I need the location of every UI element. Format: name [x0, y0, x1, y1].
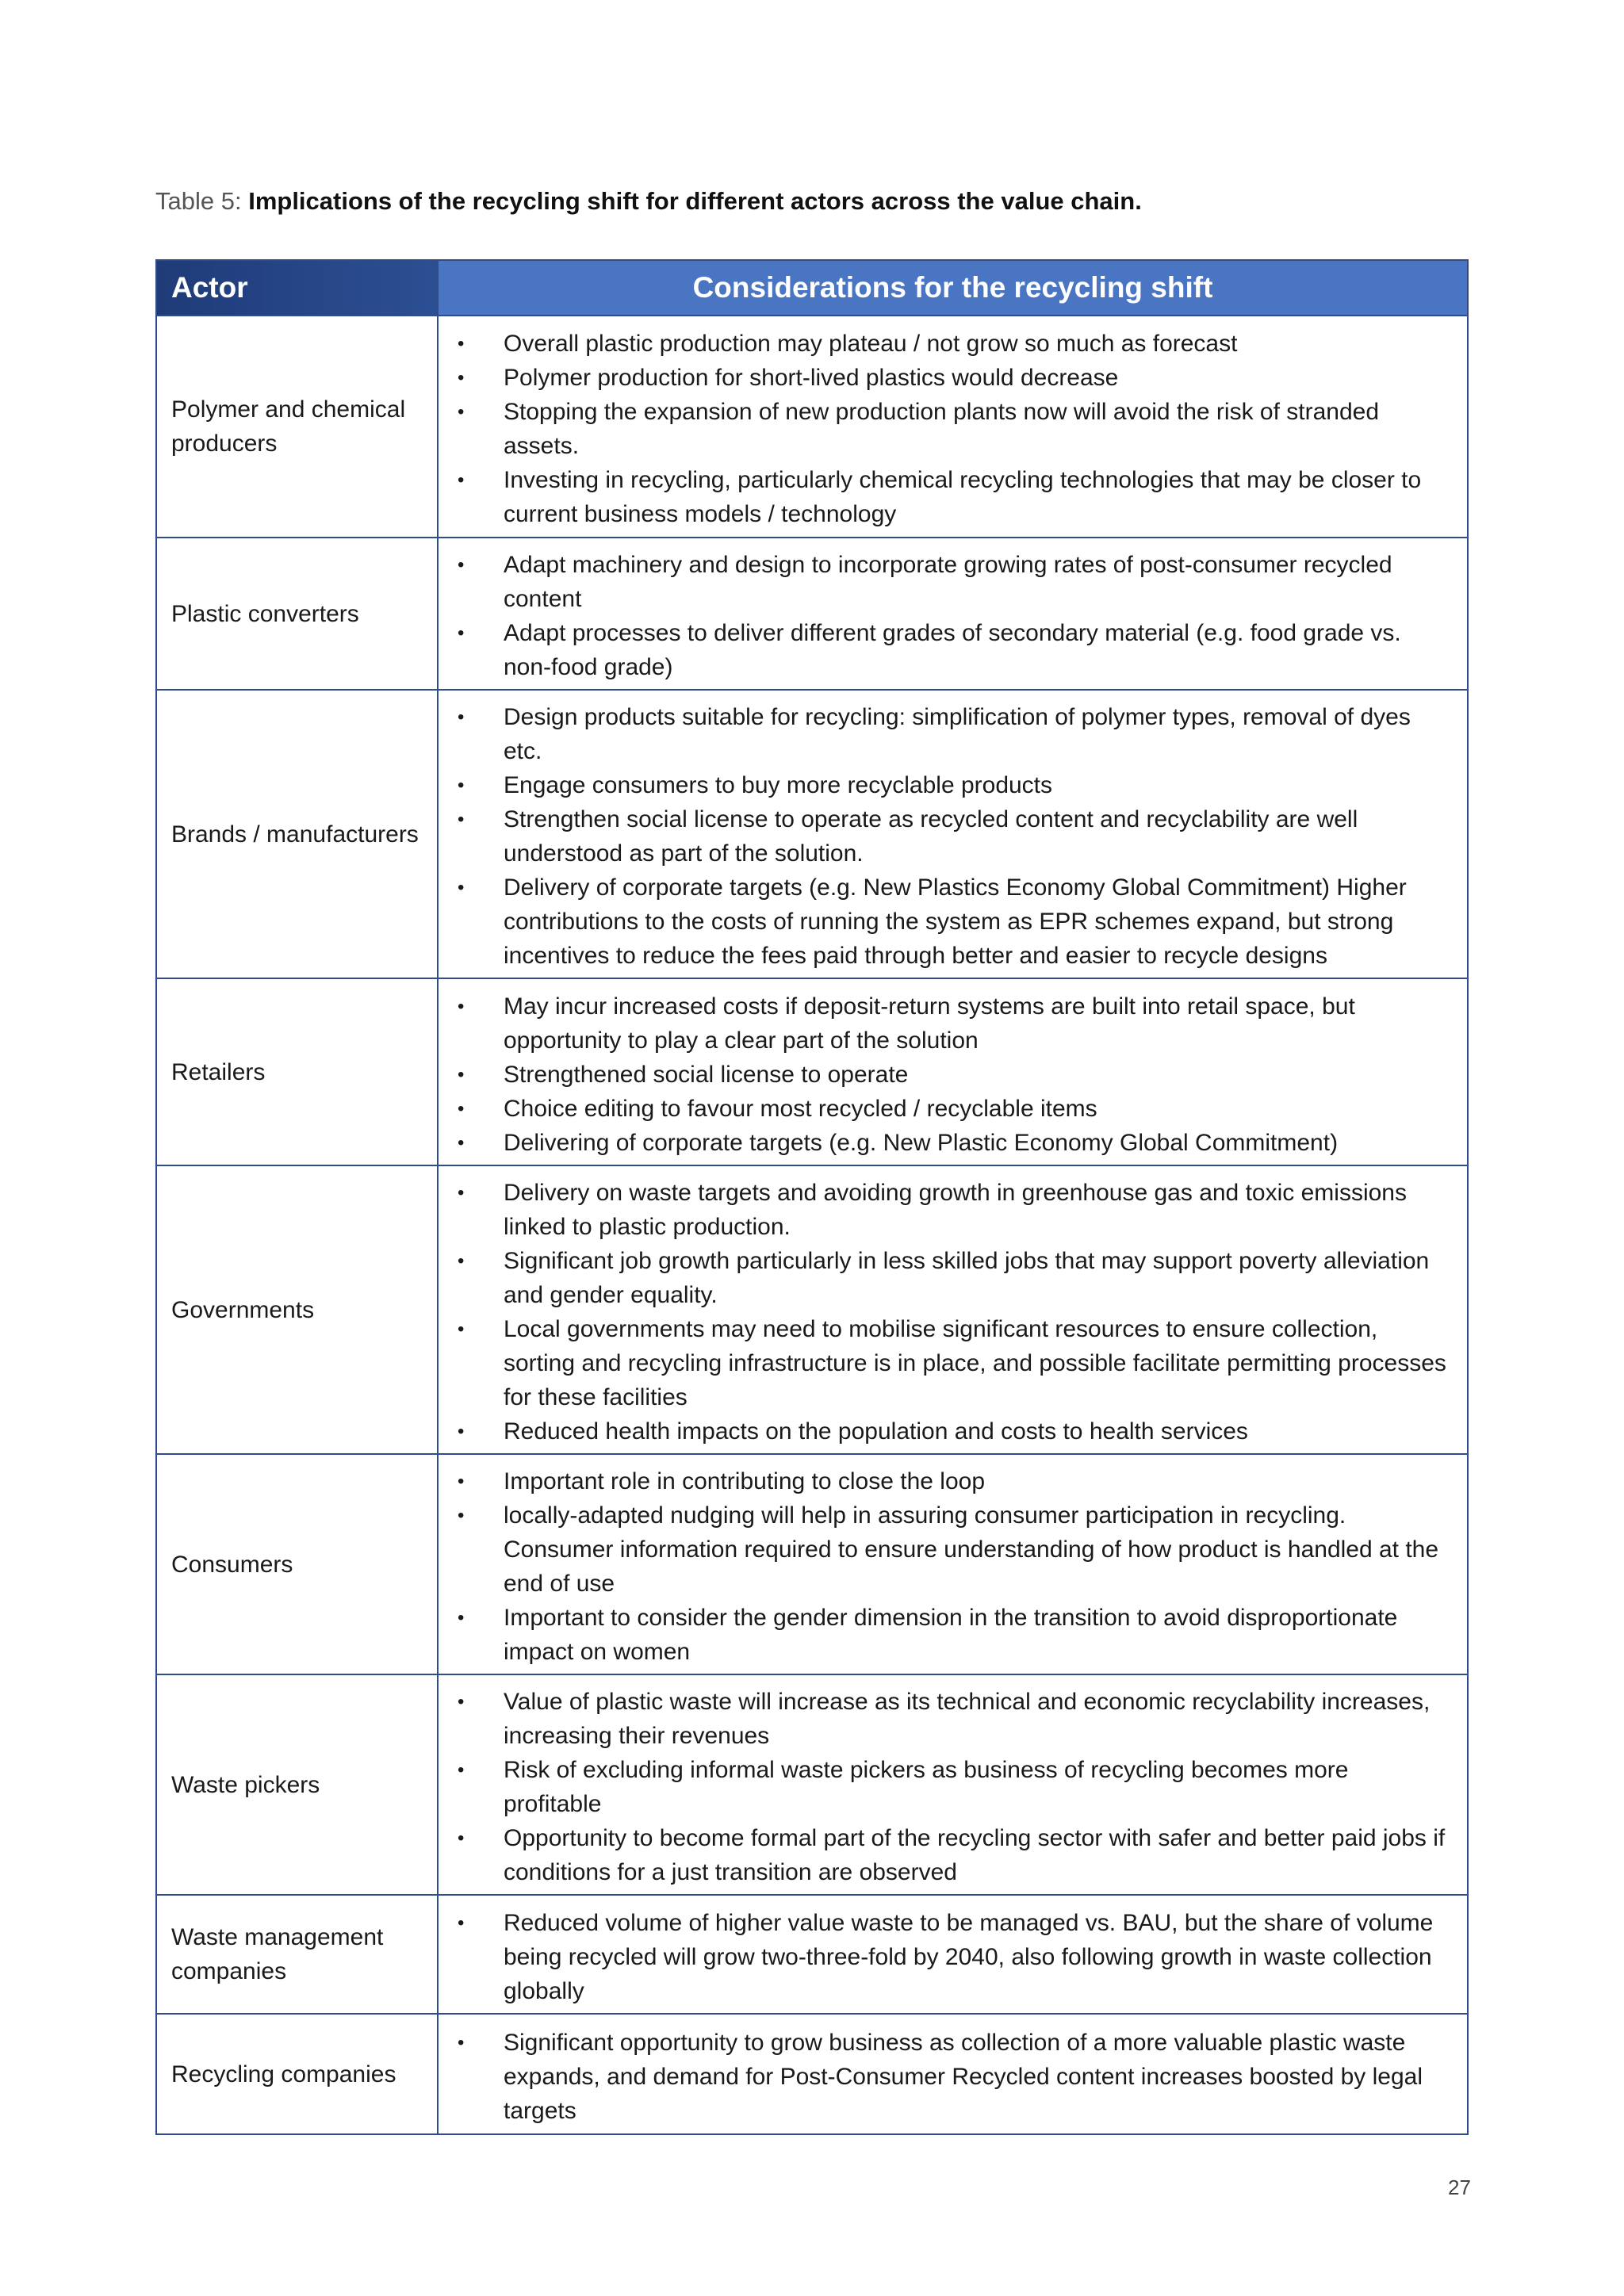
list-item-text: Stopping the expansion of new production plants now will avoid the risk of stranded assets.: [504, 399, 1380, 459]
list-item-text: Important to consider the gender dimension in the transition to avoid disproportionate impact on women: [504, 1605, 1398, 1665]
list-item: [448, 327, 1453, 361]
bullet-icon: •: [458, 622, 465, 644]
table-row: [156, 978, 1468, 1165]
bullet-icon: •: [458, 1318, 465, 1340]
list-item-text: Local governments may need to mobilise significant resources to ensure collection, sorting and recycling infrastructure is in place, and possible facilitate permitting processes for these facilities: [504, 1316, 1446, 1410]
considerations-column-header: Considerations for the recycling shift: [438, 260, 1468, 316]
considerations-list: [448, 700, 1453, 973]
list-item: [448, 802, 1453, 871]
bullet-icon: •: [458, 401, 465, 423]
list-item-text: Investing in recycling, particularly chemical recycling technologies that may be closer to current business models / technology: [504, 467, 1422, 527]
considerations-cell: [438, 538, 1468, 690]
list-item: [448, 871, 1453, 973]
considerations-cell: [438, 978, 1468, 1165]
table-row: [156, 316, 1468, 538]
list-item: [448, 361, 1453, 395]
bullet-icon: •: [458, 1182, 465, 1203]
list-item: [448, 700, 1453, 768]
list-item: [448, 1414, 1453, 1448]
list-item: [448, 1244, 1453, 1312]
actor-cell: Retailers: [156, 978, 438, 1165]
considerations-cell: [438, 1165, 1468, 1454]
bullet-icon: •: [458, 1131, 465, 1154]
table-row: [156, 1165, 1468, 1454]
actor-cell: Governments: [156, 1165, 438, 1454]
actor-cell: Brands / manufacturers: [156, 690, 438, 978]
list-item: [448, 1685, 1453, 1753]
list-item-text: Reduced volume of higher value waste to be managed vs. BAU, but the share of volume being recycled will grow two-three-fold by 2040, also following growth in waste collection globally: [504, 1909, 1434, 2004]
bullet-icon: •: [458, 2031, 465, 2053]
considerations-list: [448, 1464, 1453, 1669]
actor-cell: Consumers: [156, 1454, 438, 1674]
table-header-row: [156, 260, 1468, 316]
considerations-list: [448, 548, 1453, 684]
bullet-icon: •: [458, 1759, 465, 1781]
bullet-icon: •: [458, 1505, 465, 1526]
table-row: [156, 1895, 1468, 2014]
list-item: [448, 395, 1453, 463]
list-item: [448, 989, 1453, 1058]
table-row: [156, 690, 1468, 978]
list-item: [448, 1312, 1453, 1414]
considerations-cell: [438, 690, 1468, 978]
bullet-icon: •: [458, 469, 465, 491]
list-item-text: Value of plastic waste will increase as its technical and economic recyclability increases, increasing their revenues: [504, 1689, 1431, 1749]
list-item-text: Significant opportunity to grow business as collection of a more valuable plastic waste expands, and demand for Post-Consumer Recycled content increases boosted by legal targets: [504, 2029, 1423, 2124]
bullet-icon: •: [458, 333, 465, 354]
list-item: [448, 1126, 1453, 1160]
bullet-icon: •: [458, 1911, 465, 1934]
list-item: [448, 463, 1453, 531]
list-item-text: Delivering of corporate targets (e.g. New Plastic Economy Global Commitment): [504, 1129, 1339, 1156]
list-item: [448, 768, 1453, 802]
considerations-cell: [438, 1895, 1468, 2014]
list-item-text: Design products suitable for recycling: simplification of polymer types, removal of dyes etc.: [504, 704, 1411, 764]
list-item: [448, 1176, 1453, 1244]
list-item: [448, 1058, 1453, 1092]
list-item-text: Reduced health impacts on the population and costs to health services: [504, 1418, 1248, 1445]
table-row: [156, 538, 1468, 690]
actors-table: [155, 259, 1469, 2135]
list-item-text: May incur increased costs if deposit-return systems are built into retail space, but opportunity to play a clear part of the solution: [504, 993, 1355, 1054]
considerations-list: [448, 1176, 1453, 1448]
actor-column-header: Actor: [156, 260, 438, 316]
list-item-text: Engage consumers to buy more recyclable products: [504, 772, 1053, 798]
list-item-text: Risk of excluding informal waste pickers as business of recycling becomes more profitable: [504, 1757, 1349, 1817]
page-number: 27: [1448, 2175, 1471, 2199]
table-caption: [155, 187, 1142, 216]
list-item: [448, 1906, 1453, 2008]
actor-cell: Plastic converters: [156, 538, 438, 690]
bullet-icon: •: [458, 1827, 465, 1849]
list-item-text: Choice editing to favour most recycled / recyclable items: [504, 1095, 1097, 1122]
list-item-text: Delivery on waste targets and avoiding growth in greenhouse gas and toxic emissions linked to plastic production.: [504, 1180, 1407, 1240]
list-item: [448, 616, 1453, 684]
bullet-icon: •: [458, 809, 465, 830]
considerations-list: [448, 327, 1453, 531]
list-item: [448, 1601, 1453, 1669]
bullet-icon: •: [458, 1471, 465, 1492]
considerations-list: [448, 1906, 1453, 2008]
table-row: [156, 1454, 1468, 1674]
list-item-text: Significant job growth particularly in less skilled jobs that may support poverty alleviation and gender equality.: [504, 1248, 1430, 1308]
list-item-text: Delivery of corporate targets (e.g. New Plastics Economy Global Commitment) Higher contributions to the costs of running the system as EPR schemes expand, but strong incentives to reduce the fees paid through better and easier to recycle designs: [504, 874, 1407, 969]
table-body: [156, 316, 1468, 2134]
bullet-icon: •: [458, 554, 465, 576]
bullet-icon: •: [458, 775, 465, 796]
list-item: [448, 1464, 1453, 1498]
list-item: [448, 1753, 1453, 1821]
actor-cell: Waste management companies: [156, 1895, 438, 2014]
considerations-cell: [438, 1674, 1468, 1895]
considerations-list: [448, 2026, 1453, 2128]
caption-label: Table 5:: [155, 187, 242, 215]
table-row: [156, 2014, 1468, 2134]
considerations-cell: [438, 1454, 1468, 1674]
list-item-text: Adapt processes to deliver different grades of secondary material (e.g. food grade vs. non-food grade): [504, 620, 1401, 680]
considerations-cell: [438, 316, 1468, 538]
considerations-list: [448, 989, 1453, 1160]
bullet-icon: •: [458, 1063, 465, 1085]
considerations-cell: [438, 2014, 1468, 2134]
actor-cell: Waste pickers: [156, 1674, 438, 1895]
list-item-text: Adapt machinery and design to incorporate growing rates of post-consumer recycled content: [504, 552, 1392, 612]
bullet-icon: •: [458, 367, 465, 388]
bullet-icon: •: [458, 1250, 465, 1272]
list-item-text: Opportunity to become formal part of the recycling sector with safer and better paid jobs if conditions for a just transition are observed: [504, 1825, 1446, 1885]
list-item: [448, 1092, 1453, 1126]
list-item: [448, 1821, 1453, 1889]
considerations-list: [448, 1685, 1453, 1889]
list-item-text: locally-adapted nudging will help in assuring consumer participation in recycling. Consumer information required to ensure understanding of how product is handled at the end of use: [504, 1502, 1439, 1597]
actor-cell: Polymer and chemical producers: [156, 316, 438, 538]
list-item-text: Strengthen social license to operate as recycled content and recyclability are well understood as part of the solution.: [504, 806, 1358, 867]
list-item-text: Important role in contributing to close the loop: [504, 1468, 986, 1494]
list-item: [448, 2026, 1453, 2128]
list-item-text: Strengthened social license to operate: [504, 1061, 909, 1088]
bullet-icon: •: [458, 1607, 465, 1628]
bullet-icon: •: [458, 1691, 465, 1712]
list-item: [448, 548, 1453, 616]
bullet-icon: •: [458, 995, 465, 1017]
bullet-icon: •: [458, 877, 465, 898]
bullet-icon: •: [458, 1097, 465, 1119]
bullet-icon: •: [458, 1421, 465, 1442]
table-row: [156, 1674, 1468, 1895]
list-item-text: Polymer production for short-lived plastics would decrease: [504, 365, 1119, 391]
caption-title: Implications of the recycling shift for different actors across the value chain.: [248, 187, 1142, 215]
bullet-icon: •: [458, 706, 465, 728]
actor-cell: Recycling companies: [156, 2014, 438, 2134]
list-item-text: Overall plastic production may plateau / not grow so much as forecast: [504, 331, 1238, 357]
list-item: [448, 1498, 1453, 1601]
